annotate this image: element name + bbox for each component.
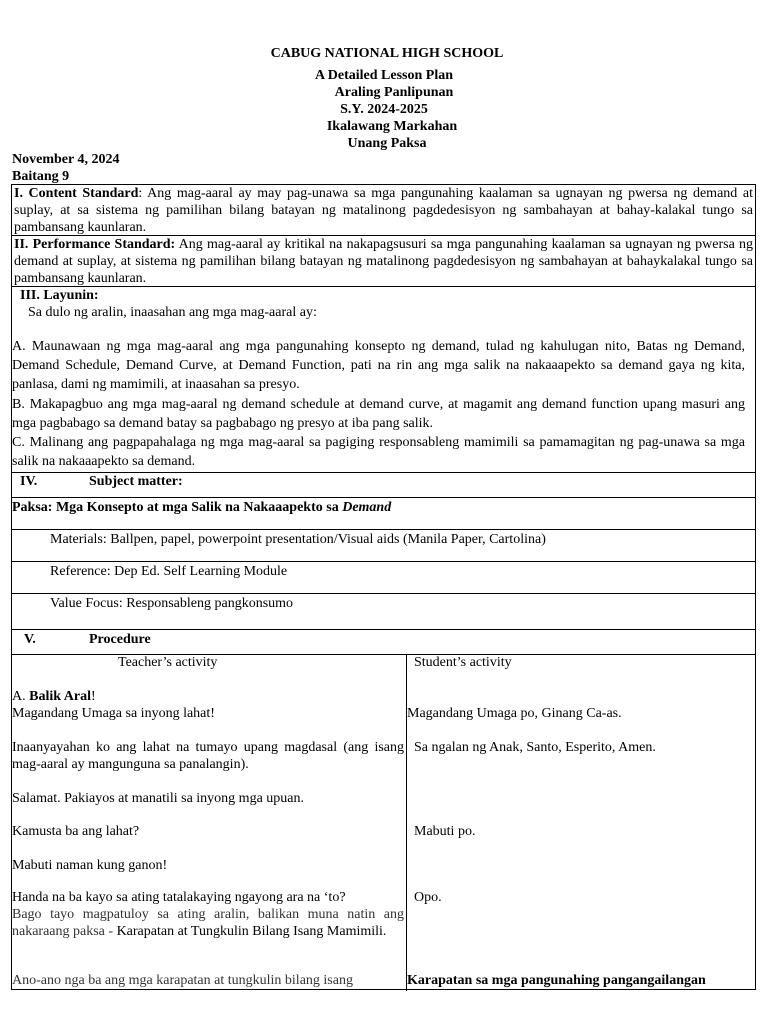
objective-a: A. Maunawaan ng mga mag-aaral ang mga pangunahing konsepto ng demand, tulad ng kahulugan nito, Batas ng Demand, Demand Schedule, Demand Curve, at Demand Function, pati na rin ang mga salik na nakaaapekto sa demand gaya ng kita, panlasa, dami ng mamimili, at inaasahan sa presyo. <box>12 339 745 392</box>
value-focus-box <box>11 593 756 630</box>
paksa-italic: Demand <box>342 500 392 515</box>
objectives-intro: Sa dulo ng aralin, inaasahan ang mga mag-aaral ay: <box>28 305 317 320</box>
subject-matter-number: IV. <box>20 474 38 489</box>
paksa-box <box>11 497 756 530</box>
teacher-good-response: Mabuti naman kung ganon! <box>12 858 168 873</box>
school-name: CABUG NATIONAL HIGH SCHOOL <box>270 46 504 61</box>
procedure-header <box>11 629 756 655</box>
procedure-number: V. <box>24 632 36 647</box>
content-standard-box <box>11 184 756 236</box>
teacher-greeting: Magandang Umaga sa inyong lahat! <box>12 706 215 721</box>
teacher-seat-instruction: Salamat. Pakiayos at manatili sa inyong mga upuan. <box>12 791 304 806</box>
content-standard-text: : Ang mag-aaral ay may pag-unawa sa mga pangunahing kaalaman sa ugnayan ng pwersa ng demand at suplay, at sa sistema ng pamilihan bilang batayan ng matalinong pagdedesisyon ng sambahayan at bahay-kalakal tungo sa pambansang kaunlaran. <box>14 186 753 235</box>
student-greeting: Magandang Umaga po, Ginang Ca-as. <box>407 706 622 721</box>
performance-standard-box <box>11 235 756 287</box>
content-standard-label: I. Content Standard <box>14 186 139 201</box>
balik-aral-title: Balik Aral <box>29 689 91 704</box>
teacher-review-prompt <box>12 907 404 941</box>
paksa-text <box>12 500 391 517</box>
teacher-rights-question: Ano-ano nga ba ang mga karapatan at tungkulin bilang isang <box>12 973 353 988</box>
reference-box <box>11 561 756 594</box>
review-prompt-text: Bago tayo magpatuloy sa ating aralin, balikan muna natin ang nakaraang paksa - <box>12 907 404 939</box>
subject-matter-header <box>11 472 756 498</box>
plan-title: A Detailed Lesson Plan <box>314 68 454 83</box>
lesson-date: November 4, 2024 <box>12 152 120 167</box>
subject-matter-label: Subject matter: <box>89 474 183 489</box>
student-rights-answer: Karapatan sa mga pangunahing pangangailangan <box>407 973 706 988</box>
materials-box <box>11 529 756 562</box>
objective-b: B. Makapagbuo ang mga mag-aaral ng demand schedule at demand curve, at magamit ang demand function upang masuri ang mga pagbabago sa demand batay sa pagbabago ng presyo at iba pang salik. <box>12 397 745 431</box>
teacher-how-are-you: Kamusta ba ang lahat? <box>12 824 140 839</box>
paksa-label: Paksa: Mga Konsepto at mga Salik na Nakaaapekto sa <box>12 500 343 515</box>
grade-level: Baitang 9 <box>12 169 70 184</box>
objectives-label: III. Layunin: <box>20 288 99 303</box>
balik-aral-heading <box>12 689 96 706</box>
reference-text: Reference: Dep Ed. Self Learning Module <box>50 564 288 579</box>
performance-standard-label: II. Performance Standard: <box>14 237 176 252</box>
teacher-prayer-invite: Inaanyayahan ko ang lahat na tumayo upang magdasal (ang isang mag-aaral ay mangunguna sa panalangin). <box>12 740 404 772</box>
teacher-activity-header: Teacher’s activity <box>118 655 218 670</box>
materials-text: Materials: Ballpen, papel, powerpoint presentation/Visual aids (Manila Paper, Cartolina) <box>50 532 546 547</box>
quarter: Ikalawang Markahan <box>326 119 458 134</box>
school-year: S.Y. 2024-2025 <box>340 102 428 117</box>
review-topic: Karapatan at Tungkulin Bilang Isang Mamimili. <box>116 923 387 939</box>
procedure-label: Procedure <box>89 632 151 647</box>
student-yes: Opo. <box>414 890 442 905</box>
student-fine: Mabuti po. <box>414 824 476 839</box>
objective-c: C. Malinang ang pagpapahalaga ng mga mag-aaral sa pagiging responsableng mamimili sa pamamagitan ng pag-unawa sa mga salik na nakaaapekto sa demand. <box>12 435 745 469</box>
procedure-table <box>11 654 756 990</box>
value-focus-text: Value Focus: Responsableng pangkonsumo <box>50 596 294 611</box>
balik-aral-suffix: ! <box>90 689 96 704</box>
performance-standard-text: Ang mag-aaral ay kritikal na nakapagsusuri sa mga pangunahing kaalaman sa ugnayan ng pwersa ng demand at suplay, at sistema ng pamilihan bilang batayan ng matalinong pagdedesisyon ng sambahayan at bahaykalakal tungo sa pambansang kaunlaran. <box>14 237 753 286</box>
balik-aral-prefix: A. <box>12 689 30 704</box>
subject-title: Araling Panlipunan <box>334 85 454 100</box>
teacher-ready-question: Handa na ba kayo sa ating tatalakaying ngayong ara na ‘to? <box>12 890 346 905</box>
objectives-box <box>11 286 756 473</box>
topic-number: Unang Paksa <box>347 136 427 151</box>
student-activity-header: Student’s activity <box>414 655 512 670</box>
student-prayer: Sa ngalan ng Anak, Santo, Esperito, Amen. <box>414 740 656 755</box>
